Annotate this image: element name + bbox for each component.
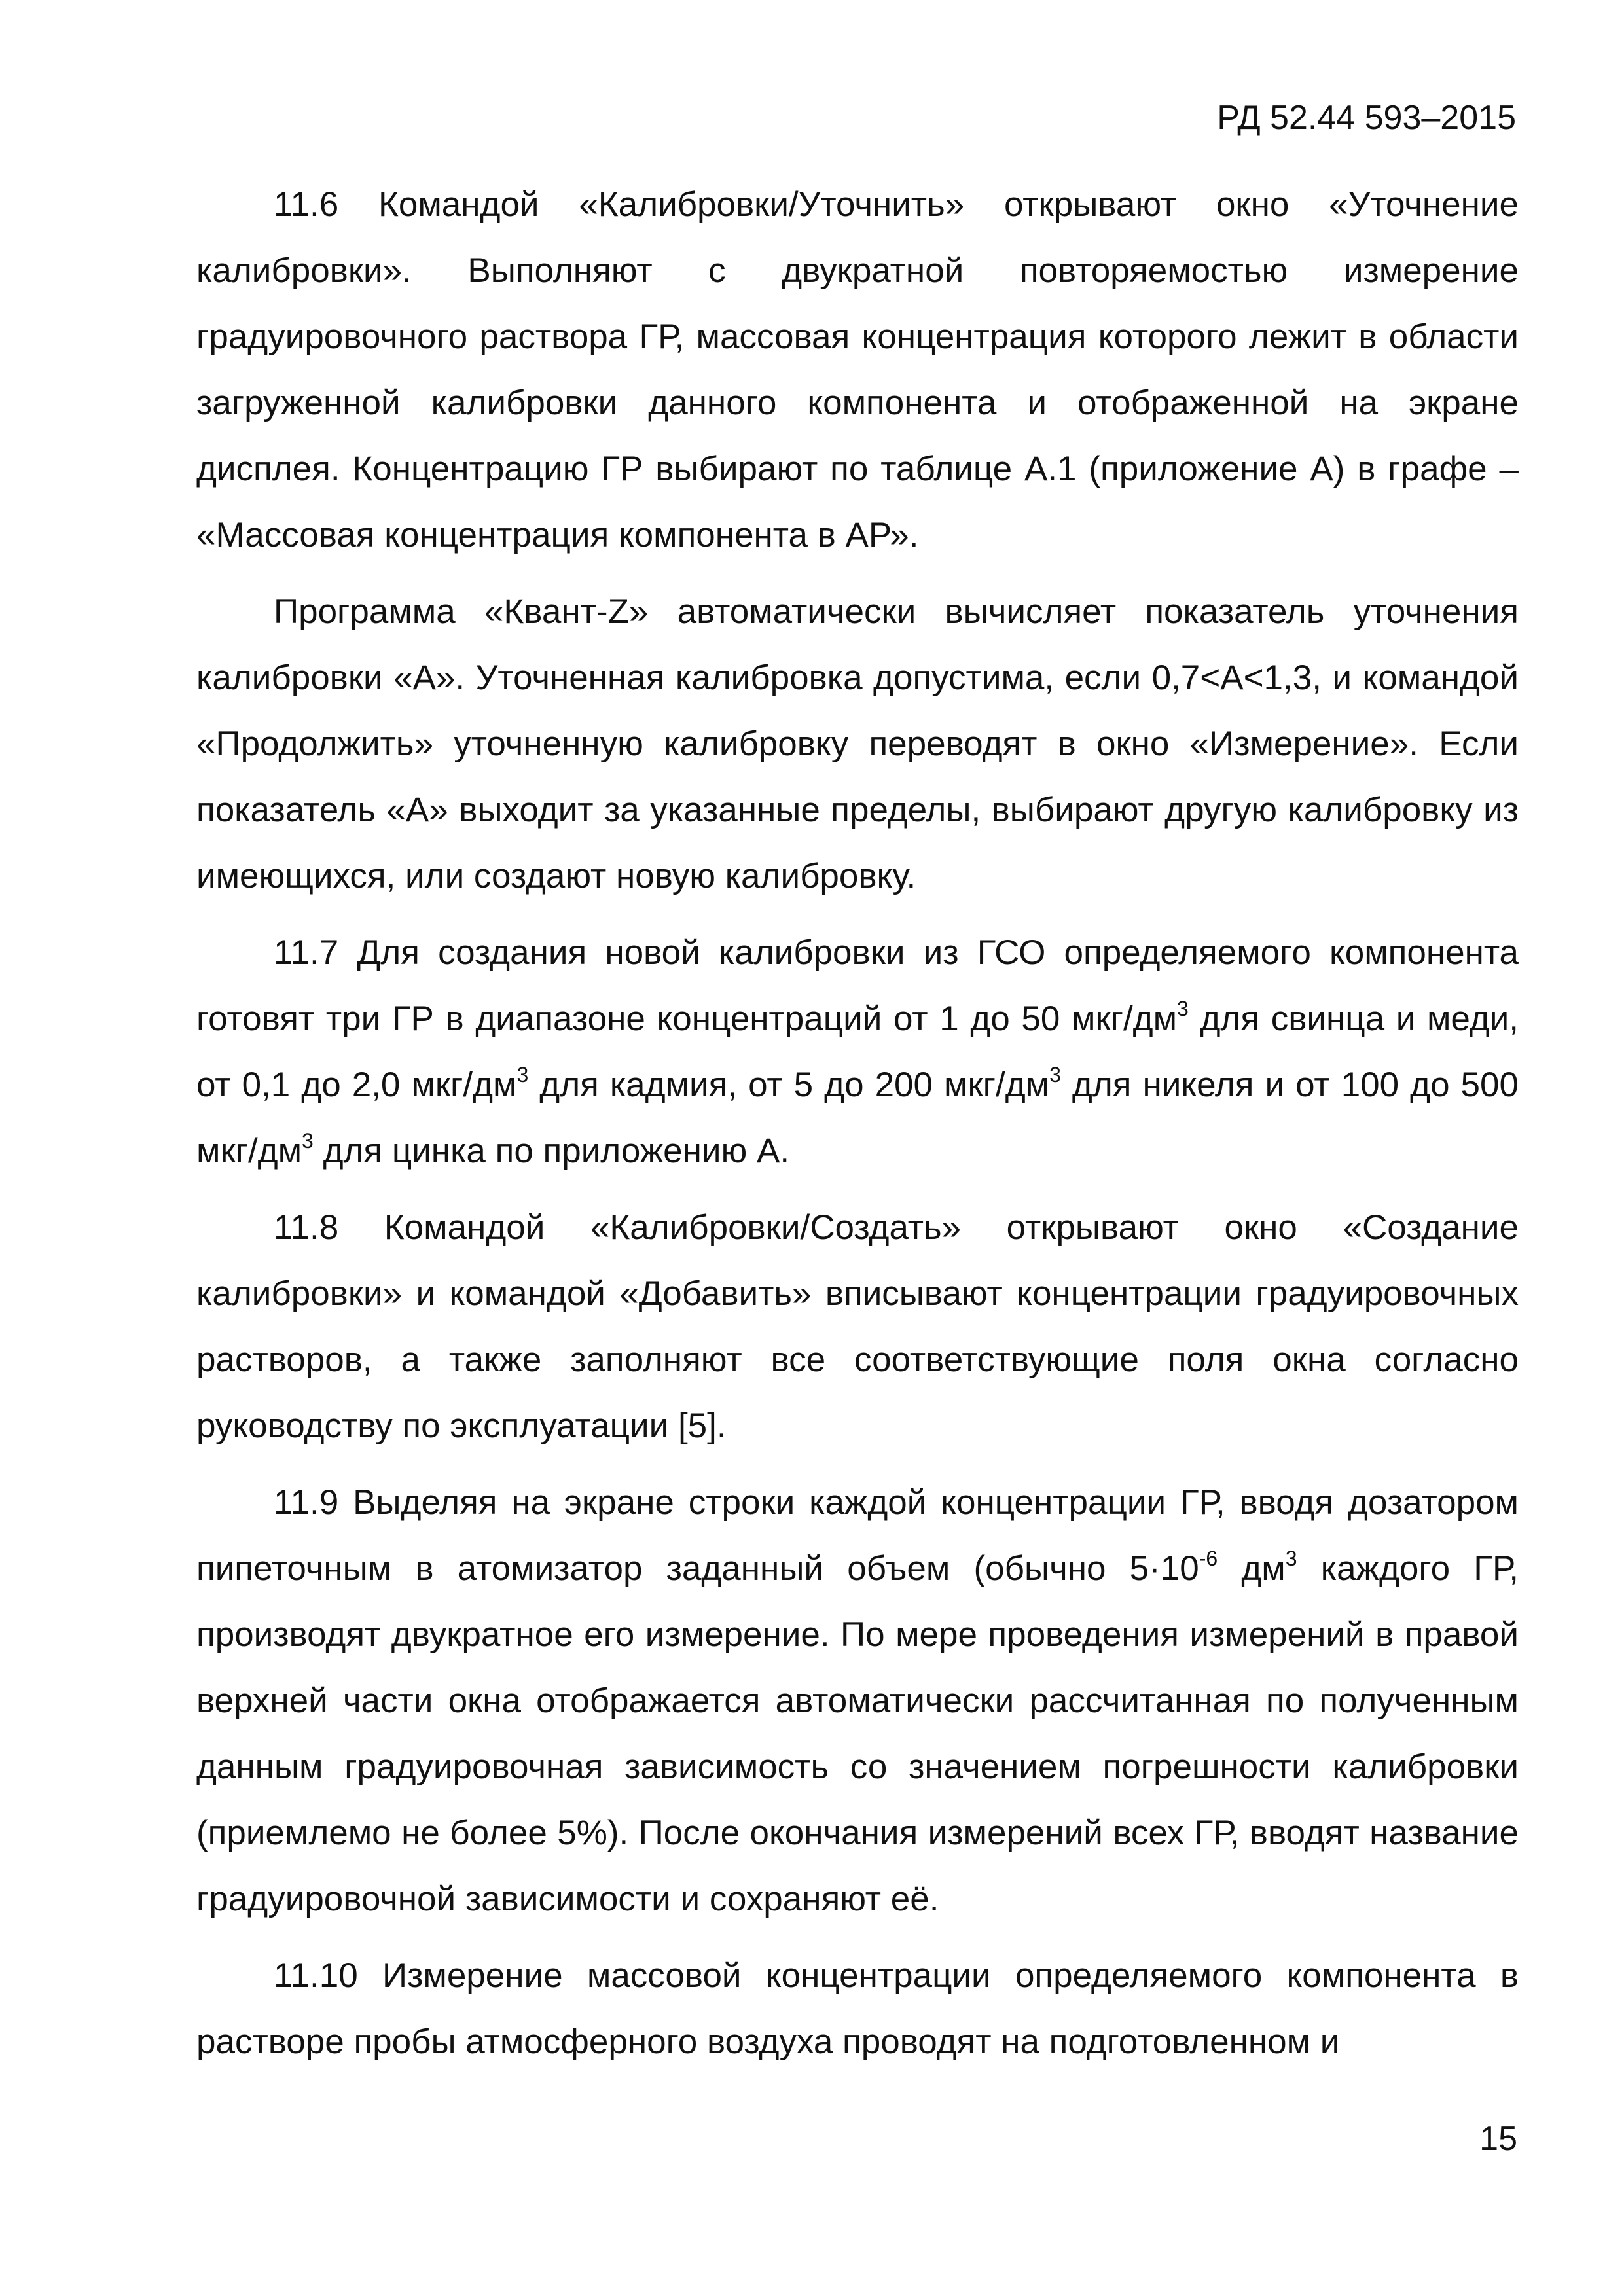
paragraph-11-8: 11.8 Командой «Калибровки/Создать» открывают окно «Создание калибровки» и командой «Добавить» вписывают концентрации градуировочных растворов, а также заполняют все соответствующие поля окна согласно руководству по эксплуатации [5]. [196, 1208, 1519, 1445]
paragraph-11-9-text-b: дм [1218, 1549, 1286, 1588]
superscript-3: 3 [1285, 1547, 1297, 1570]
superscript-3: 3 [302, 1129, 314, 1153]
page-number: 15 [1479, 2120, 1517, 2158]
document-code: РД 52.44 593–2015 [1217, 99, 1516, 137]
paragraph-11-7-text-c: для кадмия, от 5 до 200 мкг/дм [528, 1066, 1050, 1104]
superscript-3: 3 [1177, 997, 1189, 1020]
paragraph-11-9 [196, 1469, 1519, 1932]
superscript-3: 3 [516, 1063, 529, 1086]
document-body [196, 171, 1519, 2085]
superscript-exponent: -6 [1199, 1547, 1218, 1570]
paragraph-11-10: 11.10 Измерение массовой концентрации определяемого компонента в растворе пробы атмосферного воздуха проводят на подготовленном и [196, 1956, 1519, 2061]
paragraph-11-7-text-d: для никеля и от 100 до 500 мкг/дм [196, 1066, 1519, 1170]
paragraph-11-9-text-c: каждого ГР, производят двукратное его измерение. По мере проведения измерений в правой верхней части окна отображается автоматически рассчитанная по полученным данным градуировочная зависимость со значением погрешности калибровки (приемлемо не более 5%). После окончания измерений всех ГР, вводят название градуировочной зависимости и сохраняют её. [196, 1549, 1519, 1918]
paragraph-11-7-text-e: для цинка по приложению А. [313, 1132, 790, 1170]
paragraph-11-6: 11.6 Командой «Калибровки/Уточнить» открывают окно «Уточнение калибровки». Выполняют с двукратной повторяемостью измерение градуировочного раствора ГР, массовая концентрация которого лежит в области загруженной калибровки данного компонента и отображенной на экране дисплея. Концентрацию ГР выбирают по таблице А.1 (приложение А) в графе – «Массовая концентрация компонента в АР». [196, 185, 1519, 554]
paragraph-11-7-text-a: 11.7 Для создания новой калибровки из ГСО определяемого компонента готовят три ГР в диапазоне концентраций от 1 до 50 мкг/дм [196, 933, 1519, 1038]
paragraph-kvant-z: Программа «Квант-Z» автоматически вычисляет показатель уточнения калибровки «А». Уточненная калибровка допустима, если 0,7<А<1,3, и командой «Продолжить» уточненную калибровку переводят в окно «Измерение». Если показатель «А» выходит за указанные пределы, выбирают другую калибровку из имеющихся, или создают новую калибровку. [196, 592, 1519, 895]
paragraph-11-9-text-a: 11.9 Выделяя на экране строки каждой концентрации ГР, вводя дозатором пипеточным в атомизатор заданный объем (обычно 5·10 [196, 1483, 1519, 1588]
paragraph-11-7 [196, 920, 1519, 1184]
paragraph-11-7-text-b: для свинца и меди, от 0,1 до 2,0 мкг/дм [196, 999, 1519, 1104]
superscript-3: 3 [1049, 1063, 1061, 1086]
